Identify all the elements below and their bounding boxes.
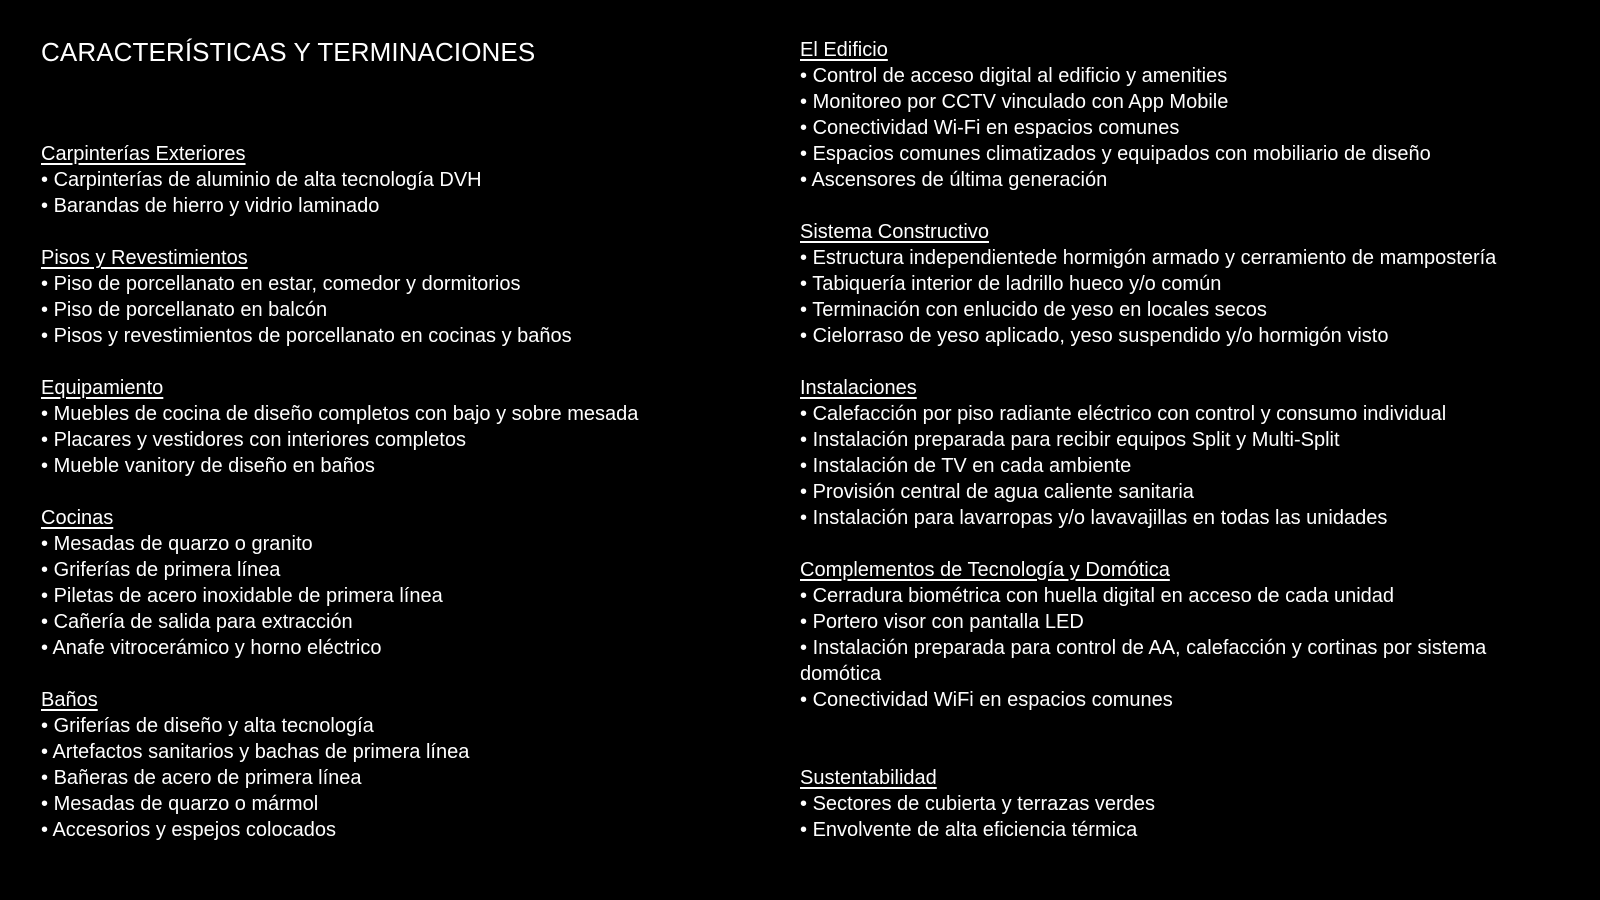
section-equipamiento [41, 375, 761, 479]
list-item [800, 583, 1560, 609]
item-text: Conectividad Wi-Fi en espacios comunes [812, 117, 1180, 139]
bullet-icon: • [41, 429, 49, 451]
item-text: Mesadas de quarzo o granito [53, 533, 313, 555]
list-item [800, 323, 1560, 349]
bullet-icon: • [800, 611, 808, 633]
item-list [41, 271, 761, 349]
bullet-icon: • [800, 117, 808, 139]
section-heading: Cocinas [41, 507, 114, 529]
item-text: Instalación preparada para control de AA, calefacción y cortinas por sistema domótica [800, 637, 1487, 685]
bullet-icon: • [800, 91, 808, 113]
bullet-icon: • [41, 559, 49, 581]
bullet-icon: • [41, 767, 49, 789]
bullet-icon: • [800, 273, 808, 295]
list-item [41, 193, 761, 219]
list-item [41, 583, 761, 609]
item-text: Mesadas de quarzo o mármol [53, 793, 319, 815]
list-item [41, 557, 761, 583]
list-item [41, 531, 761, 557]
item-list [800, 63, 1560, 193]
section-heading: Equipamiento [41, 377, 164, 399]
item-text: Piso de porcellanato en balcón [53, 299, 328, 321]
bullet-icon: • [41, 169, 49, 191]
item-text: Control de acceso digital al edificio y amenities [812, 65, 1228, 87]
item-text: Mueble vanitory de diseño en baños [53, 455, 375, 477]
item-list [41, 401, 761, 479]
list-item [800, 505, 1560, 531]
section-edificio [800, 37, 1560, 193]
item-list [41, 713, 761, 843]
bullet-icon: • [800, 299, 808, 321]
item-text: Bañeras de acero de primera línea [53, 767, 362, 789]
list-item [800, 635, 1560, 687]
item-text: Cañería de salida para extracción [53, 611, 353, 633]
item-text: Pisos y revestimientos de porcellanato en cocinas y baños [53, 325, 572, 347]
item-text: Griferías de primera línea [53, 559, 281, 581]
list-item [41, 635, 761, 661]
bullet-icon: • [800, 403, 808, 425]
bullet-icon: • [800, 689, 808, 711]
bullet-icon: • [800, 429, 808, 451]
list-item [800, 791, 1560, 817]
section-sustentabilidad [800, 765, 1560, 843]
bullet-icon: • [800, 143, 808, 165]
section-sistema-constructivo [800, 219, 1560, 349]
item-text: Ascensores de última generación [811, 169, 1108, 191]
list-item [800, 141, 1560, 167]
list-item [41, 765, 761, 791]
item-text: Anafe vitrocerámico y horno eléctrico [52, 637, 382, 659]
list-item [800, 63, 1560, 89]
item-text: Cielorraso de yeso aplicado, yeso suspendido y/o hormigón visto [812, 325, 1389, 347]
bullet-icon: • [41, 741, 49, 763]
section-instalaciones [800, 375, 1560, 531]
item-text: Carpinterías de aluminio de alta tecnología DVH [53, 169, 482, 191]
item-text: Tabiquería interior de ladrillo hueco y/o común [812, 273, 1222, 295]
item-text: Instalación preparada para recibir equipos Split y Multi-Split [812, 429, 1340, 451]
bullet-icon: • [41, 715, 49, 737]
list-item [41, 297, 761, 323]
section-tecnologia-domotica [800, 557, 1560, 713]
list-item [800, 401, 1560, 427]
section-heading: Instalaciones [800, 377, 917, 399]
bullet-icon: • [800, 481, 808, 503]
item-text: Piletas de acero inoxidable de primera línea [53, 585, 443, 607]
list-item [800, 427, 1560, 453]
item-text: Piso de porcellanato en estar, comedor y dormitorios [53, 273, 521, 295]
section-carpinterias [41, 141, 761, 219]
list-item [800, 115, 1560, 141]
section-pisos [41, 245, 761, 349]
bullet-icon: • [800, 455, 808, 477]
bullet-icon: • [41, 299, 49, 321]
item-text: Griferías de diseño y alta tecnología [53, 715, 374, 737]
bullet-icon: • [800, 247, 808, 269]
item-list [800, 401, 1560, 531]
item-text: Sectores de cubierta y terrazas verdes [812, 793, 1155, 815]
list-item [800, 687, 1560, 713]
item-text: Calefacción por piso radiante eléctrico con control y consumo individual [812, 403, 1447, 425]
list-item [800, 271, 1560, 297]
section-banos [41, 687, 761, 843]
section-heading: Sistema Constructivo [800, 221, 989, 243]
bullet-icon: • [41, 819, 49, 841]
item-text: Placares y vestidores con interiores completos [53, 429, 466, 451]
item-list [41, 531, 761, 661]
bullet-icon: • [800, 637, 808, 659]
item-list [800, 245, 1560, 349]
section-heading: Complementos de Tecnología y Domótica [800, 559, 1170, 581]
page-title: CARACTERÍSTICAS Y TERMINACIONES [41, 37, 536, 67]
item-text: Conectividad WiFi en espacios comunes [812, 689, 1173, 711]
bullet-icon: • [41, 403, 49, 425]
item-text: Espacios comunes climatizados y equipados con mobiliario de diseño [812, 143, 1431, 165]
item-list [800, 791, 1560, 843]
list-item [800, 89, 1560, 115]
item-text: Terminación con enlucido de yeso en locales secos [812, 299, 1267, 321]
item-text: Envolvente de alta eficiencia térmica [812, 819, 1138, 841]
bullet-icon: • [800, 65, 808, 87]
bullet-icon: • [41, 195, 49, 217]
bullet-icon: • [41, 455, 49, 477]
list-item [800, 297, 1560, 323]
section-cocinas [41, 505, 761, 661]
list-item [41, 739, 761, 765]
item-list [800, 583, 1560, 713]
list-item [800, 167, 1560, 193]
item-text: Provisión central de agua caliente sanitaria [812, 481, 1194, 503]
bullet-icon: • [41, 533, 49, 555]
item-list [41, 167, 761, 219]
list-item [41, 271, 761, 297]
section-heading: El Edificio [800, 39, 888, 61]
list-item [800, 609, 1560, 635]
item-text: Muebles de cocina de diseño completos con bajo y sobre mesada [53, 403, 639, 425]
bullet-icon: • [41, 585, 49, 607]
bullet-icon: • [41, 637, 49, 659]
item-text: Accesorios y espejos colocados [52, 819, 336, 841]
item-text: Instalación para lavarropas y/o lavavajillas en todas las unidades [812, 507, 1388, 529]
item-text: Instalación de TV en cada ambiente [812, 455, 1132, 477]
section-heading: Sustentabilidad [800, 767, 937, 789]
item-text: Artefactos sanitarios y bachas de primera línea [52, 741, 470, 763]
list-item [41, 167, 761, 193]
bullet-icon: • [800, 169, 808, 191]
bullet-icon: • [41, 325, 49, 347]
list-item [800, 453, 1560, 479]
bullet-icon: • [41, 611, 49, 633]
bullet-icon: • [800, 819, 808, 841]
list-item [41, 427, 761, 453]
list-item [41, 713, 761, 739]
list-item [41, 323, 761, 349]
list-item [41, 609, 761, 635]
list-item [41, 401, 761, 427]
bullet-icon: • [41, 793, 49, 815]
bullet-icon: • [800, 793, 808, 815]
section-heading: Baños [41, 689, 98, 711]
bullet-icon: • [800, 507, 808, 529]
list-item [800, 245, 1560, 271]
list-item [41, 453, 761, 479]
item-text: Estructura independientede hormigón armado y cerramiento de mampostería [812, 247, 1497, 269]
section-heading: Pisos y Revestimientos [41, 247, 248, 269]
bullet-icon: • [41, 273, 49, 295]
bullet-icon: • [800, 585, 808, 607]
item-text: Monitoreo por CCTV vinculado con App Mobile [812, 91, 1229, 113]
list-item [41, 791, 761, 817]
list-item [800, 817, 1560, 843]
bullet-icon: • [800, 325, 808, 347]
item-text: Portero visor con pantalla LED [812, 611, 1084, 633]
list-item [800, 479, 1560, 505]
item-text: Barandas de hierro y vidrio laminado [53, 195, 380, 217]
section-heading: Carpinterías Exteriores [41, 143, 246, 165]
item-text: Cerradura biométrica con huella digital en acceso de cada unidad [812, 585, 1395, 607]
list-item [41, 817, 761, 843]
